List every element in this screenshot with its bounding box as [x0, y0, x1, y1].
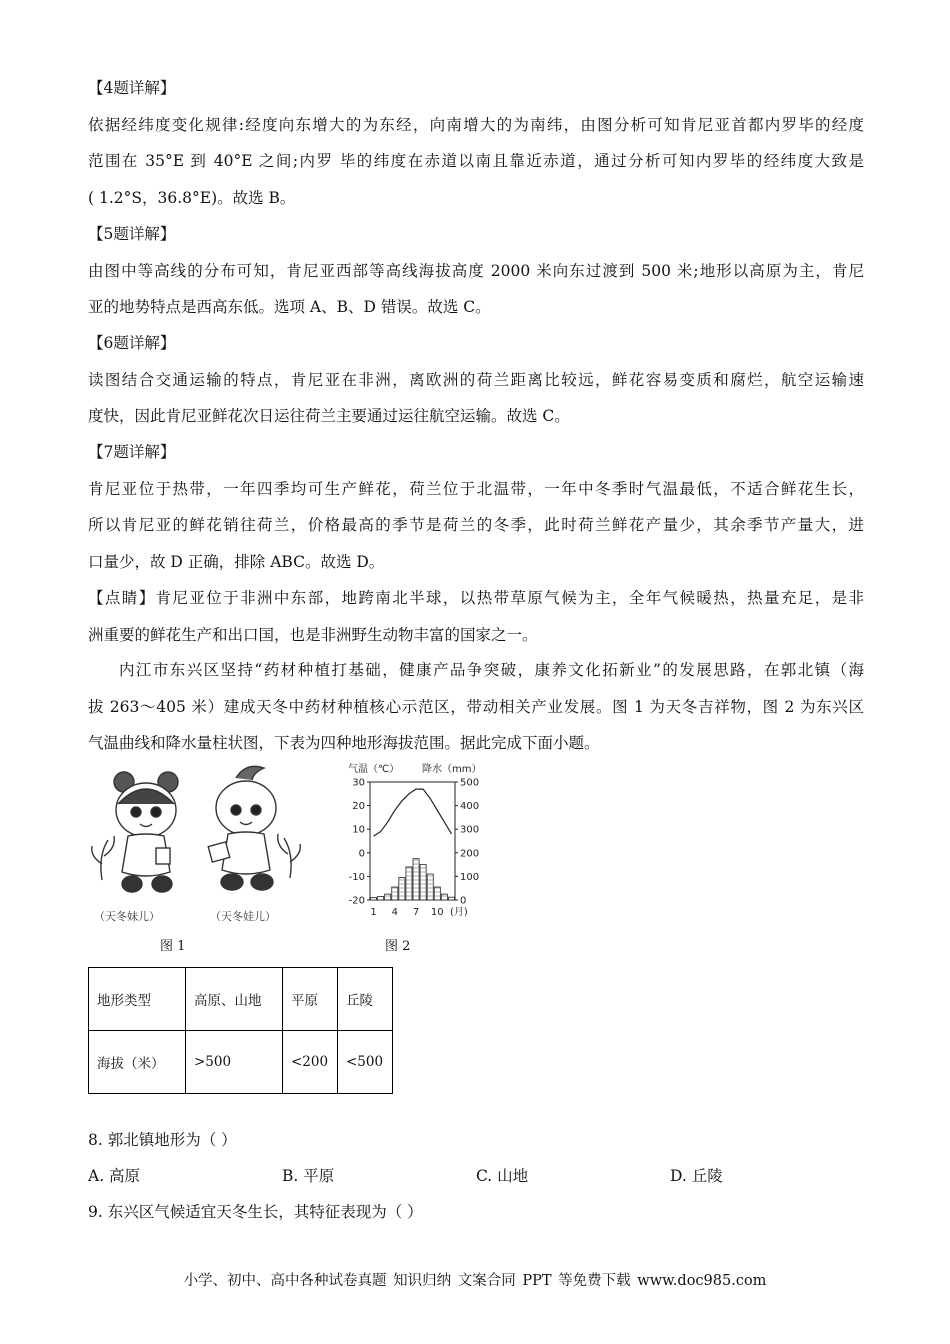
table-header-cell: 丘陵 [338, 968, 393, 1031]
table-header-cell: 地形类型 [89, 968, 186, 1031]
temperature-tick-label: 0 [358, 848, 365, 860]
q5-header: 【5题详解】 [88, 225, 176, 243]
q7-header: 【7题详解】 [88, 443, 176, 461]
temperature-tick-label: 30 [352, 777, 365, 789]
table-row [89, 1031, 393, 1094]
precipitation-bar [371, 898, 377, 900]
precipitation-bar [448, 897, 454, 900]
precipitation-bar [385, 894, 391, 900]
precipitation-bar [392, 887, 398, 900]
table-row-label: 海拔（米） [89, 1031, 186, 1094]
mascot-right-label: （天冬娃儿） [210, 910, 276, 923]
question8-option-b[interactable]: B. 平原 [282, 1167, 335, 1185]
question9-stem: 9. 东兴区气候适宜天冬生长，其特征表现为（ ） [88, 1203, 423, 1221]
q6-line-1: 读图结合交通运输的特点，肯尼亚在非洲，离欧洲的荷兰距离比较远，鲜花容易变质和腐烂，航空运输速 [88, 370, 864, 389]
temperature-tick-label: -20 [348, 895, 365, 907]
q4-header: 【4题详解】 [88, 79, 176, 97]
month-tick-label: 10 [430, 907, 444, 918]
q7-line-3: 口量少，故 D 正确，排除 ABC。故选 D。 [88, 552, 385, 571]
intro-paragraph [88, 652, 864, 762]
dianjing-line-1: 【点睛】肯尼亚位于非洲中东部，地跨南北半球，以热带草原气候为主，全年气候暖热，热量充足，是非 [88, 589, 864, 607]
dianjing-line-2: 洲重要的鲜花生产和出口国，也是非洲野生动物丰富的国家之一。 [88, 625, 538, 644]
month-tick-label: 7 [412, 907, 420, 918]
q6-line-2: 度快，因此肯尼亚鲜花次日运往荷兰主要通过运往航空运输。故选 C。 [88, 407, 570, 425]
figure1-caption: 图 1 [160, 939, 186, 954]
mascot-left-label: （天冬妹儿） [94, 910, 160, 923]
q4-line-3: ( 1.2°S，36.8°E)。故选 B。 [88, 188, 296, 207]
intro-line-2: 拔 263～405 米）建成天冬中药材种植核心示范区，带动相关产业发展。图 1 为天冬吉祥物，图 2 为东兴区 [88, 697, 864, 716]
table-cell: <500 [338, 1031, 393, 1094]
table-header-row [89, 968, 393, 1031]
question8-option-d[interactable]: D. 丘陵 [670, 1167, 723, 1185]
q4-line-1: 依据经纬度变化规律:经度向东增大的为东经，向南增大的为南纬，由图分析可知肯尼亚首都内罗毕的经度 [88, 115, 864, 134]
q5-line-2: 亚的地势特点是西高东低。选项 A、B、D 错误。故选 C。 [88, 298, 491, 316]
plot-frame [370, 782, 455, 900]
precipitation-bar [420, 865, 426, 900]
figure2-caption: 图 2 [385, 939, 411, 954]
temperature-curve [374, 789, 452, 836]
precipitation-tick-label: 200 [460, 848, 480, 860]
question8-stem: 8. 郭北镇地形为（ ） [88, 1131, 237, 1149]
intro-line-1: 内江市东兴区坚持“药材种植打基础，健康产品争突破，康养文化拓新业”的发展思路，在郭北镇（海 [119, 661, 864, 679]
figure1-mascots [86, 760, 326, 930]
precipitation-bar [399, 878, 405, 900]
table-cell: <200 [283, 1031, 338, 1094]
q4-section [88, 70, 864, 216]
x-axis-label: (月) [450, 907, 468, 918]
precipitation-tick-label: 300 [460, 824, 480, 836]
precipitation-bar [441, 894, 447, 900]
temperature-axis-label: 气温（℃） [348, 764, 400, 775]
terrain-altitude-table [88, 967, 393, 1094]
q5-line-1: 由图中等高线的分布可知，肯尼亚西部等高线海拔高度 2000 米向东过渡到 500 米;地形以高原为主，肯尼 [88, 261, 864, 280]
month-tick-label: 1 [370, 907, 377, 918]
month-tick-label: 4 [391, 907, 398, 918]
precipitation-tick-label: 0 [460, 895, 467, 907]
precipitation-bar [378, 896, 384, 900]
precipitation-bar [434, 887, 440, 900]
temperature-tick-label: 10 [352, 824, 365, 836]
q7-line-2: 所以肯尼亚的鲜花销往荷兰，价格最高的季节是荷兰的冬季，此时荷兰鲜花产量少，其余季节产量大，进 [88, 516, 864, 534]
question8-option-a[interactable]: A. 高原 [88, 1167, 141, 1185]
q7-line-1: 肯尼亚位于热带，一年四季均可生产鲜花，荷兰位于北温带，一年中冬季时气温最低，不适合鲜花生长， [88, 479, 864, 498]
q4-line-2: 范围在 35°E 到 40°E 之间;内罗 毕的纬度在赤道以南且靠近赤道，通过分析可知内罗毕的经纬度大致是 [88, 152, 864, 170]
figure2-climate-chart [330, 760, 520, 930]
page-footer: 小学、初中、高中各种试卷真题 知识归纳 文案合同 PPT 等免费下载 www.doc985.com [183, 1273, 767, 1289]
precipitation-tick-label: 100 [460, 871, 480, 883]
precipitation-bar [413, 859, 419, 900]
intro-line-3: 气温曲线和降水量柱状图，下表为四种地形海拔范围。据此完成下面小题。 [88, 734, 600, 752]
mascot-girl-illustration [92, 772, 178, 892]
question8-option-c[interactable]: C. 山地 [476, 1167, 529, 1185]
q7-section [88, 434, 864, 653]
q6-header: 【6题详解】 [88, 334, 176, 352]
temperature-tick-label: 20 [352, 801, 365, 813]
temperature-tick-label: -10 [348, 871, 365, 883]
table-header-cell: 平原 [283, 968, 338, 1031]
precipitation-tick-label: 500 [460, 777, 480, 789]
table-cell: >500 [186, 1031, 283, 1094]
q6-section [88, 325, 864, 435]
precipitation-tick-label: 400 [460, 801, 480, 813]
q5-section [88, 216, 864, 326]
mascot-boy-illustration [208, 766, 300, 890]
table-header-cell: 高原、山地 [186, 968, 283, 1031]
precipitation-axis-label: 降水（mm） [422, 764, 482, 775]
